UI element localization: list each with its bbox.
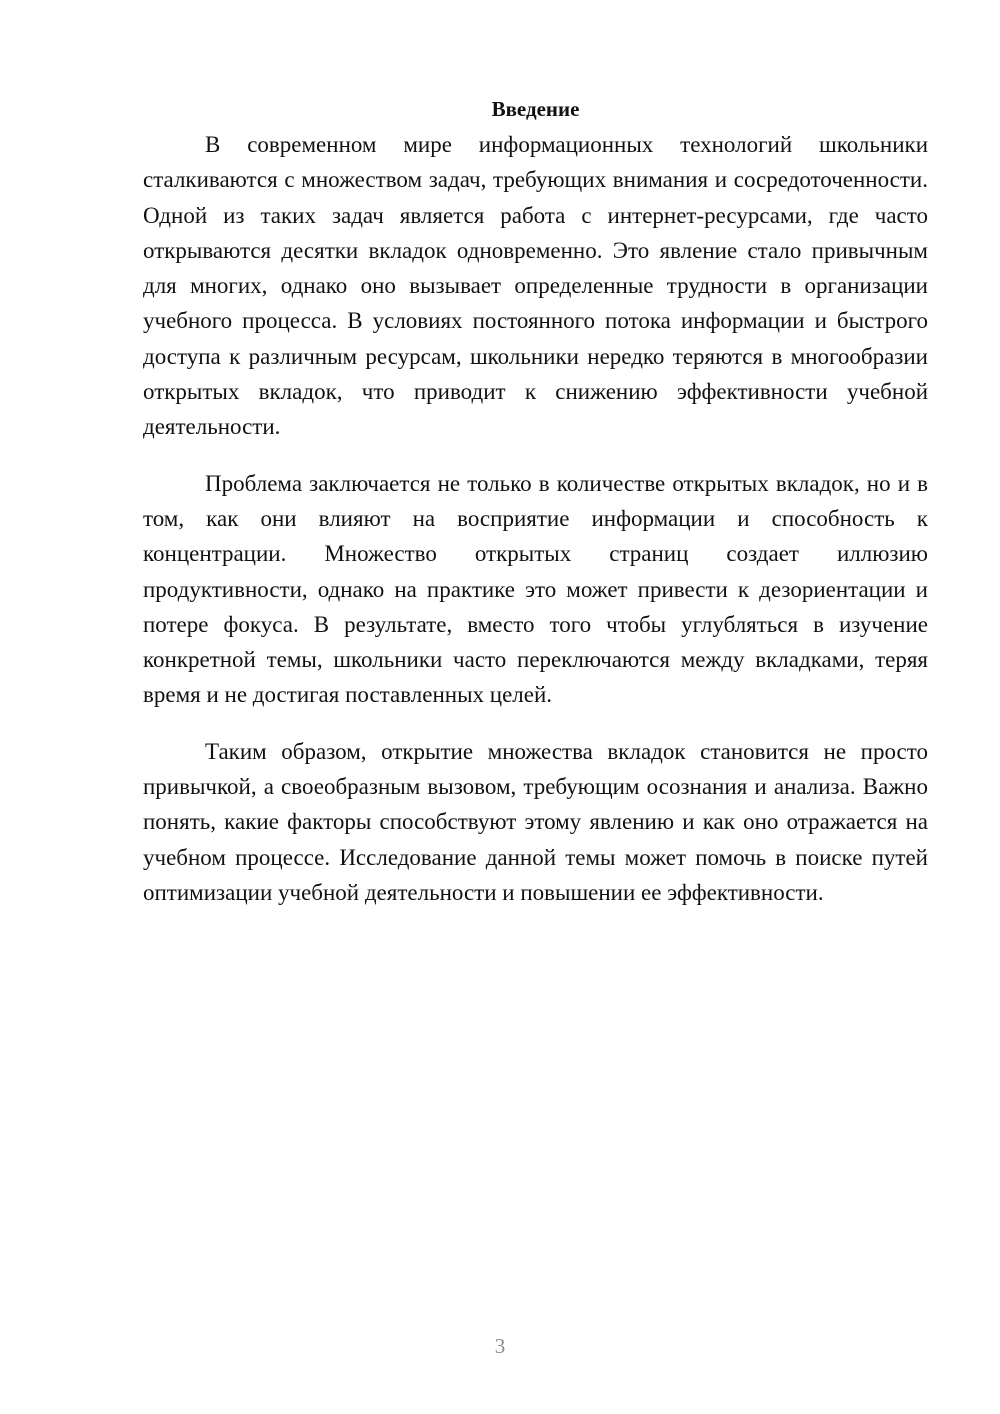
section-heading: Введение [491,97,580,121]
page-number: 3 [494,1334,506,1358]
paragraph-3: Таким образом, открытие множества вкладок становится не просто привычкой, а своеобразным вызовом, требующим осознания и анализа. Важно понять, какие факторы способствуют этому явлению и как оно отражается на учебном процессе. Исследование данной темы может помочь в поиске путей оптимизации учебной деятельности и повышении ее эффективности. [143,738,928,905]
paragraph-2: Проблема заключается не только в количестве открытых вкладок, но и в том, как они влияют на восприятие информации и способность к концентрации. Множество открытых страниц создает иллюзию продуктивности, однако на практике это может привести к дезориентации и потере фокуса. В результате, вместо того чтобы углубляться в изучение конкретной темы, школьники часто переключаются между вкладками, теряя время и не достигая поставленных целей. [143,470,928,708]
page-content [143,92,928,931]
paragraph-1: В современном мире информационных технологий школьники сталкиваются с множеством задач, требующих внимания и сосредоточенности. Одной из таких задач является работа с интернет-ресурсами, где часто открываются десятки вкладок одновременно. Это явление стало привычным для многих, однако оно вызывает определенные трудности в организации учебного процесса. В условиях постоянного потока информации и быстрого доступа к различным ресурсам, школьники нередко теряются в многообразии открытых вкладок, что приводит к снижению эффективности учебной деятельности. [143,132,928,440]
